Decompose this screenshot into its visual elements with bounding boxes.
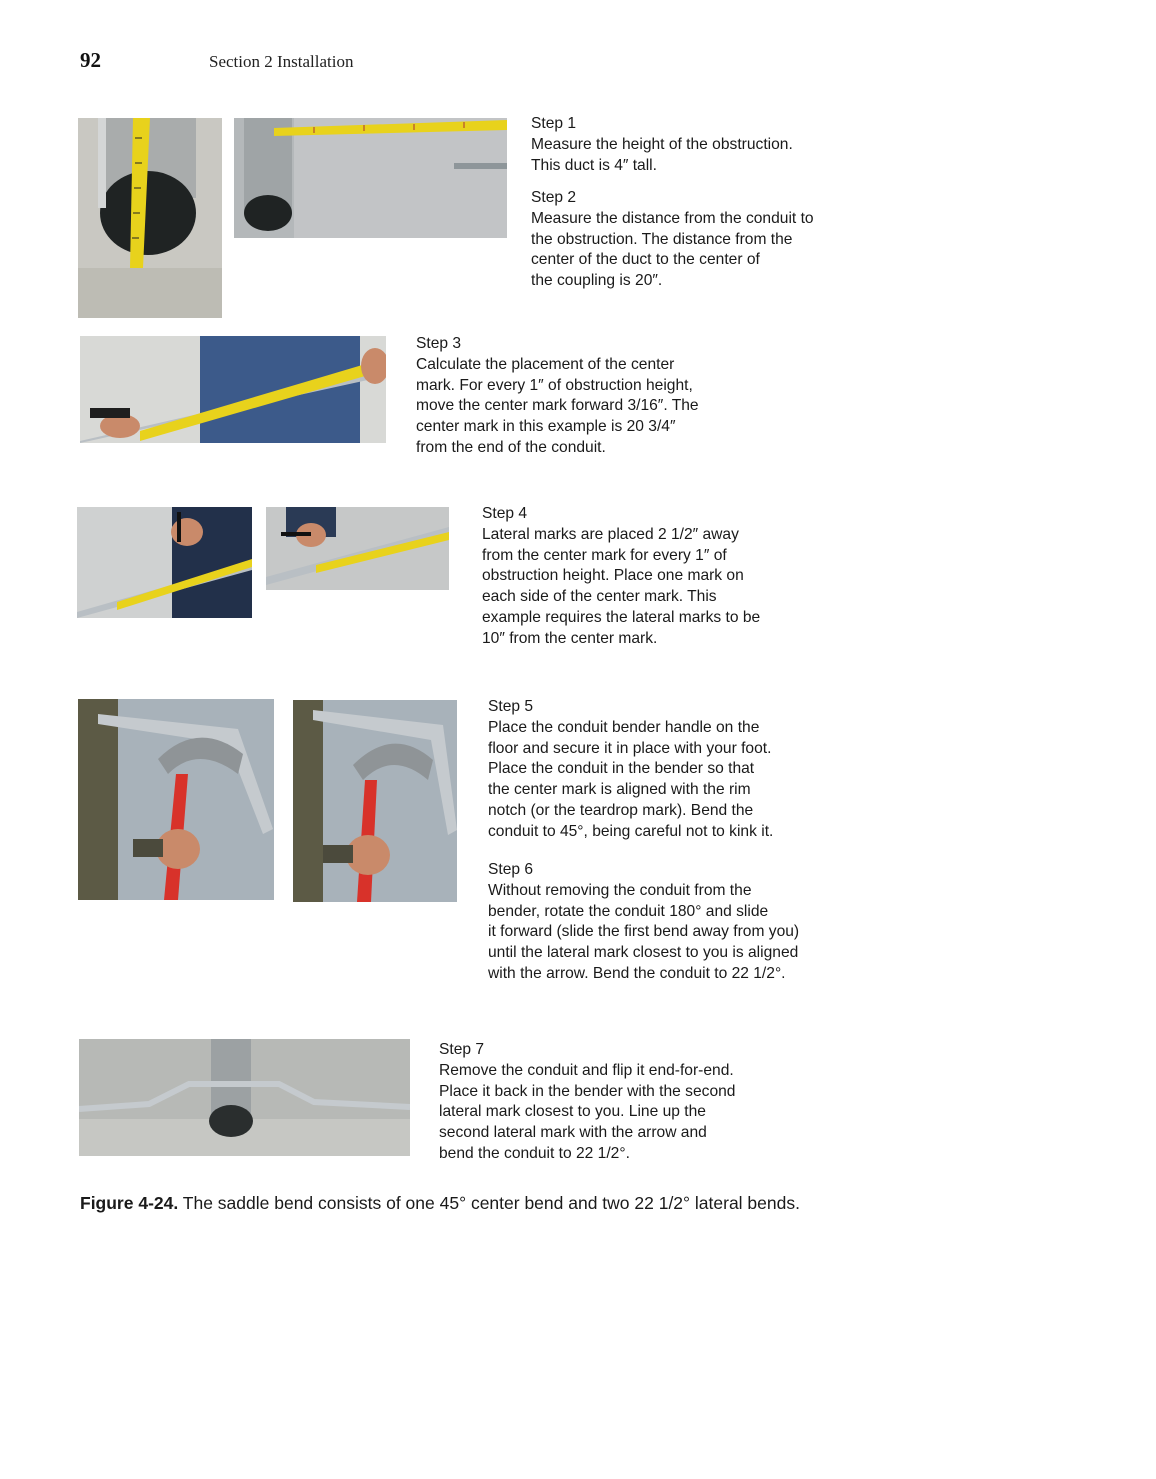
step-title: Step 3	[416, 335, 462, 352]
figure-caption-text: The saddle bend consists of one 45° center bend and two 22 1/2° lateral bends.	[178, 1193, 800, 1213]
step-3	[416, 334, 699, 459]
step-7	[439, 1040, 735, 1165]
step-body: Measure the height of the obstruction. This duct is 4″ tall.	[531, 135, 793, 174]
step-title: Step 2	[531, 189, 577, 206]
step-title: Step 5	[488, 698, 534, 715]
step-body: Without removing the conduit from the bender, rotate the conduit 180° and slide it forward (slide the first bend away from you) until the lateral mark closest to you is aligned with the arrow. Bend the conduit to 22 1/2°.	[488, 881, 800, 982]
step-1	[531, 114, 793, 176]
photo-lateral-mark-1	[77, 507, 252, 618]
step-title: Step 1	[531, 115, 577, 132]
section-title: Section 2 Installation	[209, 52, 354, 71]
photo-measure-duct-height	[78, 118, 222, 318]
step-6	[488, 860, 799, 985]
step-body: Lateral marks are placed 2 1/2″ away from the center mark for every 1″ of obstruction height. Place one mark on each side of the center mark. This example requires the lateral marks to be 10″ from the center mark.	[482, 525, 761, 647]
photo-saddle-result	[79, 1039, 410, 1156]
step-5	[488, 697, 773, 843]
step-body: Place the conduit bender handle on the floor and secure it in place with your foot. Place the conduit in the bender so that the center mark is aligned with the rim notch (or the teardrop mark). Bend the conduit to 45°, being careful not to kink it.	[488, 718, 774, 840]
photo-measure-distance	[234, 118, 507, 238]
step-title: Step 4	[482, 505, 528, 522]
step-body: Remove the conduit and flip it end-for-end. Place it back in the bender with the second lateral mark closest to you. Line up the second lateral mark with the arrow and bend the conduit to 22 1/2°.	[439, 1061, 736, 1162]
step-body: Measure the distance from the conduit to the obstruction. The distance from the center of the duct to the center of the coupling is 20″.	[531, 209, 814, 290]
photo-bender-1	[78, 699, 274, 900]
step-2	[531, 188, 814, 292]
figure-caption	[80, 1193, 800, 1214]
photo-lateral-mark-2	[266, 507, 449, 590]
photo-calculate-center-mark	[80, 336, 386, 443]
page-number: 92	[80, 48, 101, 72]
step-body: Calculate the placement of the center mark. For every 1″ of obstruction height, move the center mark forward 3/16″. The center mark in this example is 20 3/4″ from the end of the conduit.	[416, 355, 699, 456]
step-title: Step 6	[488, 861, 534, 878]
figure-label: Figure 4-24.	[80, 1193, 179, 1213]
step-title: Step 7	[439, 1041, 485, 1058]
step-4	[482, 504, 760, 650]
photo-bender-2	[293, 700, 457, 902]
